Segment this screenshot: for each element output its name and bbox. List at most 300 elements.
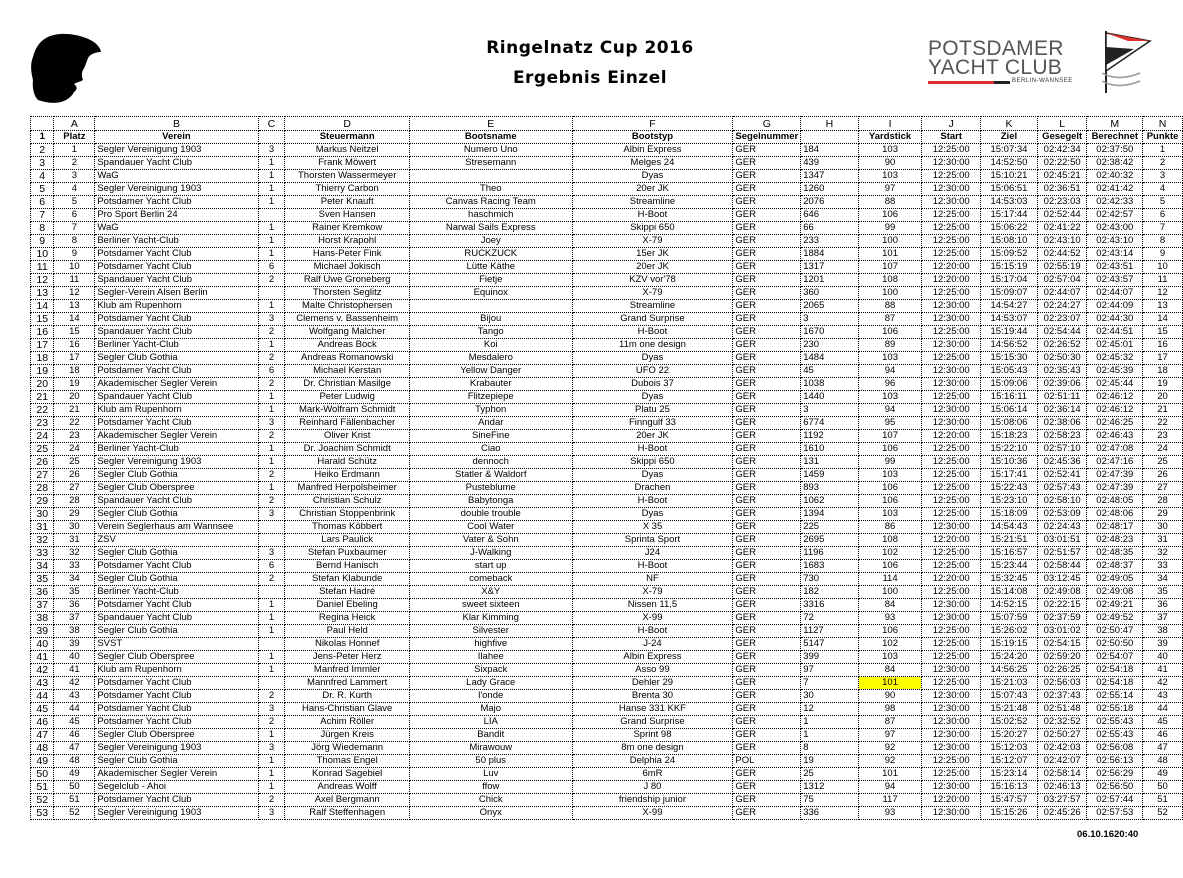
cell-gesegelt: 02:44:07 (1037, 287, 1087, 300)
cell-verein: Spandauer Yacht Club (95, 612, 258, 625)
cell-c: 1 (258, 157, 285, 170)
cell-bootsname: Luv (409, 768, 572, 781)
cell-steuermann: Stefan Hadré (285, 586, 410, 599)
cell-bootstyp: friendship junior (572, 794, 733, 807)
cell-punkte: 46 (1143, 729, 1183, 742)
cell-bootsname: Mirawouw (409, 742, 572, 755)
cell-berechnet: 02:43:00 (1087, 222, 1143, 235)
cell-h: 182 (801, 586, 858, 599)
cell-punkte: 18 (1143, 365, 1183, 378)
cell-bootstyp: 8m one design (572, 742, 733, 755)
cell-bootsname: Ilahee (409, 651, 572, 664)
cell-c: 1 (258, 404, 285, 417)
cell-ys: 88 (858, 196, 922, 209)
cell-rn: 38 (31, 612, 54, 625)
cell-steuermann: Peter Ludwig (285, 391, 410, 404)
cell-punkte: 1 (1143, 144, 1183, 157)
cell-verein: Akademischer Segler Verein (95, 768, 258, 781)
cell-start: 12:25:00 (922, 326, 981, 339)
table-row (31, 664, 1183, 677)
cell-platz: 2 (54, 157, 95, 170)
cell-start: 12:30:00 (922, 196, 981, 209)
cell-h: 75 (801, 794, 858, 807)
table-row (31, 196, 1183, 209)
cell-h: 336 (801, 807, 858, 820)
cell-punkte: 8 (1143, 235, 1183, 248)
cell-c: 3 (258, 547, 285, 560)
table-row (31, 235, 1183, 248)
cell-h: 3 (801, 313, 858, 326)
cell-bootstyp: Platu 25 (572, 404, 733, 417)
cell-ziel: 15:20:27 (981, 729, 1038, 742)
cell-h: 1683 (801, 560, 858, 573)
table-row (31, 443, 1183, 456)
table-row (31, 248, 1183, 261)
cell-bootsname: Bandit (409, 729, 572, 742)
cell-c: 1 (258, 300, 285, 313)
cell-bootstyp: Melges 24 (572, 157, 733, 170)
cell-bootstyp: H-Boot (572, 625, 733, 638)
column-letter-L: L (1037, 117, 1087, 131)
cell-rn: 18 (31, 352, 54, 365)
cell-platz: 10 (54, 261, 95, 274)
cell-verein: Spandauer Yacht Club (95, 391, 258, 404)
cell-punkte: 11 (1143, 274, 1183, 287)
cell-bootstyp: Albin Express (572, 651, 733, 664)
cell-bootsname: Ciao (409, 443, 572, 456)
cell-gesegelt: 02:55:19 (1037, 261, 1087, 274)
cell-steuermann: Ralf Uwe Groneberg (285, 274, 410, 287)
logo-dark-bar (994, 81, 1010, 84)
table-row (31, 625, 1183, 638)
cell-gesegelt: 02:58:10 (1037, 495, 1087, 508)
cell-h: 1484 (801, 352, 858, 365)
table-row (31, 300, 1183, 313)
cell-ys: 103 (858, 508, 922, 521)
cell-c: 1 (258, 625, 285, 638)
column-letter-K: K (981, 117, 1038, 131)
cell-berechnet: 02:46:25 (1087, 417, 1143, 430)
cell-berechnet: 02:42:33 (1087, 196, 1143, 209)
cell-start: 12:25:00 (922, 651, 981, 664)
cell-ys: 98 (858, 703, 922, 716)
cell-platz: 13 (54, 300, 95, 313)
cell-bootsname: Majo (409, 703, 572, 716)
cell-h: 131 (801, 456, 858, 469)
cell-g: GER (733, 742, 801, 755)
cell-platz: 22 (54, 417, 95, 430)
cell-ys: 99 (858, 456, 922, 469)
cell-rn: 23 (31, 417, 54, 430)
table-row (31, 456, 1183, 469)
cell-g: GER (733, 352, 801, 365)
table-row (31, 222, 1183, 235)
cell-berechnet: 02:48:05 (1087, 495, 1143, 508)
cell-h: 97 (801, 664, 858, 677)
cell-punkte: 3 (1143, 170, 1183, 183)
cell-rn: 11 (31, 261, 54, 274)
cell-ziel: 15:07:43 (981, 690, 1038, 703)
cell-berechnet: 02:43:14 (1087, 248, 1143, 261)
cell-rn: 12 (31, 274, 54, 287)
table-row (31, 404, 1183, 417)
cell-c: 1 (258, 729, 285, 742)
cell-verein: Segler Vereinigung 1903 (95, 742, 258, 755)
cell-gesegelt: 02:52:44 (1037, 209, 1087, 222)
cell-rn: 42 (31, 664, 54, 677)
cell-ziel: 15:07:34 (981, 144, 1038, 157)
cell-bootstyp: J 80 (572, 781, 733, 794)
cell-g: GER (733, 417, 801, 430)
cell-rn: 2 (31, 144, 54, 157)
cell-g: GER (733, 469, 801, 482)
cell-gesegelt: 02:22:50 (1037, 157, 1087, 170)
cell-c (258, 534, 285, 547)
cell-bootstyp: 20er JK (572, 261, 733, 274)
cell-berechnet: 02:56:50 (1087, 781, 1143, 794)
cell-punkte: 26 (1143, 469, 1183, 482)
cell-h: 30 (801, 690, 858, 703)
cell-h: 72 (801, 612, 858, 625)
cell-gesegelt: 02:58:23 (1037, 430, 1087, 443)
cell-punkte: 24 (1143, 443, 1183, 456)
cell-verein: Berliner Yacht-Club (95, 235, 258, 248)
cell-steuermann: Thierry Carbon (285, 183, 410, 196)
column-letter-G: G (733, 117, 801, 131)
cell-bootstyp: Skippi 650 (572, 456, 733, 469)
cell-verein: Spandauer Yacht Club (95, 274, 258, 287)
cell-verein: Segler Vereinigung 1903 (95, 144, 258, 157)
cell-steuermann: Andreas Romanowski (285, 352, 410, 365)
cell-ziel: 15:09:52 (981, 248, 1038, 261)
cell-bootstyp: Sprint 98 (572, 729, 733, 742)
cell-platz: 28 (54, 495, 95, 508)
cell-start: 12:25:00 (922, 508, 981, 521)
table-row (31, 417, 1183, 430)
cell-c: 1 (258, 755, 285, 768)
cell-steuermann: Reinhard Fällenbacher (285, 417, 410, 430)
cell-ys: 84 (858, 664, 922, 677)
cell-ys: 87 (858, 716, 922, 729)
cell-ziel: 15:32:45 (981, 573, 1038, 586)
cell-ziel: 15:21:03 (981, 677, 1038, 690)
cell-berechnet: 02:37:50 (1087, 144, 1143, 157)
cell-bootstyp: Dyas (572, 391, 733, 404)
cell-c: 1 (258, 170, 285, 183)
cell-bootsname: Stresemann (409, 157, 572, 170)
cell-punkte: 33 (1143, 560, 1183, 573)
cell-platz: 21 (54, 404, 95, 417)
cell-platz: 50 (54, 781, 95, 794)
cell-verein: Potsdamer Yacht Club (95, 599, 258, 612)
cell-g: GER (733, 781, 801, 794)
cell-berechnet: 02:55:43 (1087, 716, 1143, 729)
header-verein: Verein (95, 131, 258, 144)
cell-punkte: 15 (1143, 326, 1183, 339)
cell-start: 12:25:00 (922, 170, 981, 183)
cell-steuermann: Lars Paulick (285, 534, 410, 547)
cell-g: GER (733, 521, 801, 534)
cell-g: GER (733, 170, 801, 183)
cell-h: 1260 (801, 183, 858, 196)
cell-verein: Segler Club Gothia (95, 508, 258, 521)
cell-ziel: 15:09:07 (981, 287, 1038, 300)
cell-bootstyp: H-Boot (572, 326, 733, 339)
cell-bootstyp: Skippi 650 (572, 222, 733, 235)
cell-punkte: 17 (1143, 352, 1183, 365)
cell-gesegelt: 02:53:09 (1037, 508, 1087, 521)
cell-verein: ZSV (95, 534, 258, 547)
cell-punkte: 7 (1143, 222, 1183, 235)
cell-berechnet: 02:42:57 (1087, 209, 1143, 222)
cell-g: GER (733, 768, 801, 781)
cell-rn: 22 (31, 404, 54, 417)
cell-verein: Segler Club Gothia (95, 547, 258, 560)
header-c (258, 131, 285, 144)
cell-bootsname: double trouble (409, 508, 572, 521)
cell-bootstyp: Dubois 37 (572, 378, 733, 391)
cell-ziel: 15:22:10 (981, 443, 1038, 456)
cell-ziel: 15:19:44 (981, 326, 1038, 339)
cell-start: 12:30:00 (922, 157, 981, 170)
cell-h: 2065 (801, 300, 858, 313)
cell-gesegelt: 02:23:03 (1037, 196, 1087, 209)
cell-bootsname: ffow (409, 781, 572, 794)
cell-bootsname: comeback (409, 573, 572, 586)
cell-rn: 5 (31, 183, 54, 196)
cell-rn: 20 (31, 378, 54, 391)
cell-verein: Klub am Rupenhorn (95, 664, 258, 677)
cell-berechnet: 02:49:52 (1087, 612, 1143, 625)
cell-steuermann: Thorsten Wassermeyer (285, 170, 410, 183)
cell-g: GER (733, 586, 801, 599)
cell-steuermann: Nikolas Honnef (285, 638, 410, 651)
cell-h: 1394 (801, 508, 858, 521)
cell-h: 893 (801, 482, 858, 495)
cell-berechnet: 02:44:51 (1087, 326, 1143, 339)
cell-gesegelt: 02:42:07 (1037, 755, 1087, 768)
cell-ys: 97 (858, 183, 922, 196)
cell-bootstyp: Drachen (572, 482, 733, 495)
table-row (31, 573, 1183, 586)
column-letter-N: N (1143, 117, 1183, 131)
cell-verein: Spandauer Yacht Club (95, 495, 258, 508)
table-row (31, 352, 1183, 365)
cell-bootsname: Fietje (409, 274, 572, 287)
cell-ys: 106 (858, 625, 922, 638)
cell-verein: Segler-Verein Alsen Berlin (95, 287, 258, 300)
cell-platz: 49 (54, 768, 95, 781)
cell-ziel: 15:16:11 (981, 391, 1038, 404)
cell-bootsname: dennoch (409, 456, 572, 469)
title-line-2: Ergebnis Einzel (512, 68, 668, 88)
cell-rn: 24 (31, 430, 54, 443)
cell-berechnet: 02:54:18 (1087, 664, 1143, 677)
cell-bootstyp: Dyas (572, 508, 733, 521)
cell-c (258, 677, 285, 690)
cell-rn: 49 (31, 755, 54, 768)
cell-c: 2 (258, 352, 285, 365)
cell-ziel: 15:12:07 (981, 755, 1038, 768)
table-row (31, 638, 1183, 651)
cell-punkte: 14 (1143, 313, 1183, 326)
column-letter-F: F (572, 117, 733, 131)
cell-gesegelt: 02:24:43 (1037, 521, 1087, 534)
table-row (31, 794, 1183, 807)
table-row (31, 482, 1183, 495)
cell-g: GER (733, 547, 801, 560)
cell-verein: Klub am Rupenhorn (95, 404, 258, 417)
cell-bootsname: Vater & Sohn (409, 534, 572, 547)
cell-bootstyp: Brenta 30 (572, 690, 733, 703)
cell-platz: 27 (54, 482, 95, 495)
cell-bootsname: Theo (409, 183, 572, 196)
cell-punkte: 16 (1143, 339, 1183, 352)
cell-rn: 26 (31, 456, 54, 469)
cell-h: 25 (801, 768, 858, 781)
cell-c: 1 (258, 248, 285, 261)
cell-ys: 107 (858, 261, 922, 274)
cell-bootstyp: H-Boot (572, 209, 733, 222)
cell-berechnet: 02:47:08 (1087, 443, 1143, 456)
club-logo (928, 35, 1158, 95)
cell-bootsname: Lady Grace (409, 677, 572, 690)
cell-punkte: 44 (1143, 703, 1183, 716)
cell-start: 12:25:00 (922, 352, 981, 365)
cell-rn: 44 (31, 690, 54, 703)
cell-h: 233 (801, 235, 858, 248)
cell-start: 12:25:00 (922, 287, 981, 300)
cell-ziel: 14:56:52 (981, 339, 1038, 352)
cell-ziel: 15:09:06 (981, 378, 1038, 391)
cell-berechnet: 02:48:37 (1087, 560, 1143, 573)
cell-h: 5147 (801, 638, 858, 651)
column-letter-C: C (258, 117, 285, 131)
cell-ys: 84 (858, 599, 922, 612)
cell-platz: 14 (54, 313, 95, 326)
table-row (31, 586, 1183, 599)
cell-ys: 100 (858, 586, 922, 599)
cell-gesegelt: 02:51:11 (1037, 391, 1087, 404)
cell-start: 12:30:00 (922, 365, 981, 378)
cell-rn: 3 (31, 157, 54, 170)
cell-gesegelt: 02:54:44 (1037, 326, 1087, 339)
cell-start: 12:30:00 (922, 742, 981, 755)
cell-punkte: 41 (1143, 664, 1183, 677)
cell-gesegelt: 02:37:59 (1037, 612, 1087, 625)
cell-bootsname: Cool Water (409, 521, 572, 534)
cell-gesegelt: 02:41:22 (1037, 222, 1087, 235)
cell-platz: 33 (54, 560, 95, 573)
cell-rn: 47 (31, 729, 54, 742)
cell-ys: 88 (858, 300, 922, 313)
cell-ys: 103 (858, 170, 922, 183)
cell-punkte: 43 (1143, 690, 1183, 703)
cell-h: 1062 (801, 495, 858, 508)
cell-bootsname: Onyx (409, 807, 572, 820)
cell-ys: 102 (858, 547, 922, 560)
cell-start: 12:20:00 (922, 573, 981, 586)
cell-bootsname: Joey (409, 235, 572, 248)
cell-ziel: 15:24:20 (981, 651, 1038, 664)
cell-steuermann: Jens-Peter Herz (285, 651, 410, 664)
cell-c: 1 (258, 196, 285, 209)
cell-steuermann: Hans-Christian Glave (285, 703, 410, 716)
cell-h: 12 (801, 703, 858, 716)
cell-rn: 15 (31, 313, 54, 326)
cell-g: GER (733, 404, 801, 417)
cell-bootstyp: Grand Surprise (572, 716, 733, 729)
cell-rn: 17 (31, 339, 54, 352)
cell-bootstyp: X-99 (572, 612, 733, 625)
cell-gesegelt: 02:42:34 (1037, 144, 1087, 157)
cell-bootsname: 50 plus (409, 755, 572, 768)
cell-ys: 96 (858, 378, 922, 391)
table-row (31, 391, 1183, 404)
cell-rn: 40 (31, 638, 54, 651)
cell-punkte: 47 (1143, 742, 1183, 755)
cell-start: 12:25:00 (922, 482, 981, 495)
cell-h: 230 (801, 339, 858, 352)
cell-berechnet: 02:43:57 (1087, 274, 1143, 287)
cell-ziel: 15:08:06 (981, 417, 1038, 430)
cell-verein: Berliner Yacht-Club (95, 586, 258, 599)
cell-rn: 14 (31, 300, 54, 313)
cell-ys: 108 (858, 274, 922, 287)
cell-c: 3 (258, 742, 285, 755)
cell-ys: 108 (858, 534, 922, 547)
cell-bootsname: haschmich (409, 209, 572, 222)
cell-platz: 1 (54, 144, 95, 157)
cell-punkte: 49 (1143, 768, 1183, 781)
cell-c: 3 (258, 417, 285, 430)
cell-steuermann: Stefan Puxbaumer (285, 547, 410, 560)
cell-berechnet: 02:50:47 (1087, 625, 1143, 638)
cell-rn: 6 (31, 196, 54, 209)
table-row (31, 768, 1183, 781)
cell-ziel: 15:02:52 (981, 716, 1038, 729)
cell-berechnet: 02:48:06 (1087, 508, 1143, 521)
cell-punkte: 28 (1143, 495, 1183, 508)
cell-berechnet: 02:43:51 (1087, 261, 1143, 274)
cell-g: GER (733, 391, 801, 404)
cell-platz: 26 (54, 469, 95, 482)
cell-rn: 41 (31, 651, 54, 664)
cell-ziel: 15:10:21 (981, 170, 1038, 183)
cell-c (258, 209, 285, 222)
cell-c: 3 (258, 144, 285, 157)
cell-ziel: 15:19:15 (981, 638, 1038, 651)
cell-gesegelt: 02:43:10 (1037, 235, 1087, 248)
cell-verein: Potsdamer Yacht Club (95, 703, 258, 716)
cell-berechnet: 02:56:29 (1087, 768, 1143, 781)
column-letter-A: A (54, 117, 95, 131)
cell-ys: 106 (858, 495, 922, 508)
cell-verein: Potsdamer Yacht Club (95, 261, 258, 274)
cell-bootsname (409, 300, 572, 313)
cell-gesegelt: 03:12:45 (1037, 573, 1087, 586)
cell-platz: 35 (54, 586, 95, 599)
cell-steuermann: Thorsten Seglitz (285, 287, 410, 300)
cell-start: 12:25:00 (922, 456, 981, 469)
cell-berechnet: 02:47:39 (1087, 482, 1143, 495)
cell-g: GER (733, 456, 801, 469)
cell-bootsname: Tango (409, 326, 572, 339)
cell-steuermann: Clemens v. Bassenheim (285, 313, 410, 326)
cell-h: 1192 (801, 430, 858, 443)
cell-h: 1884 (801, 248, 858, 261)
cell-c: 2 (258, 326, 285, 339)
